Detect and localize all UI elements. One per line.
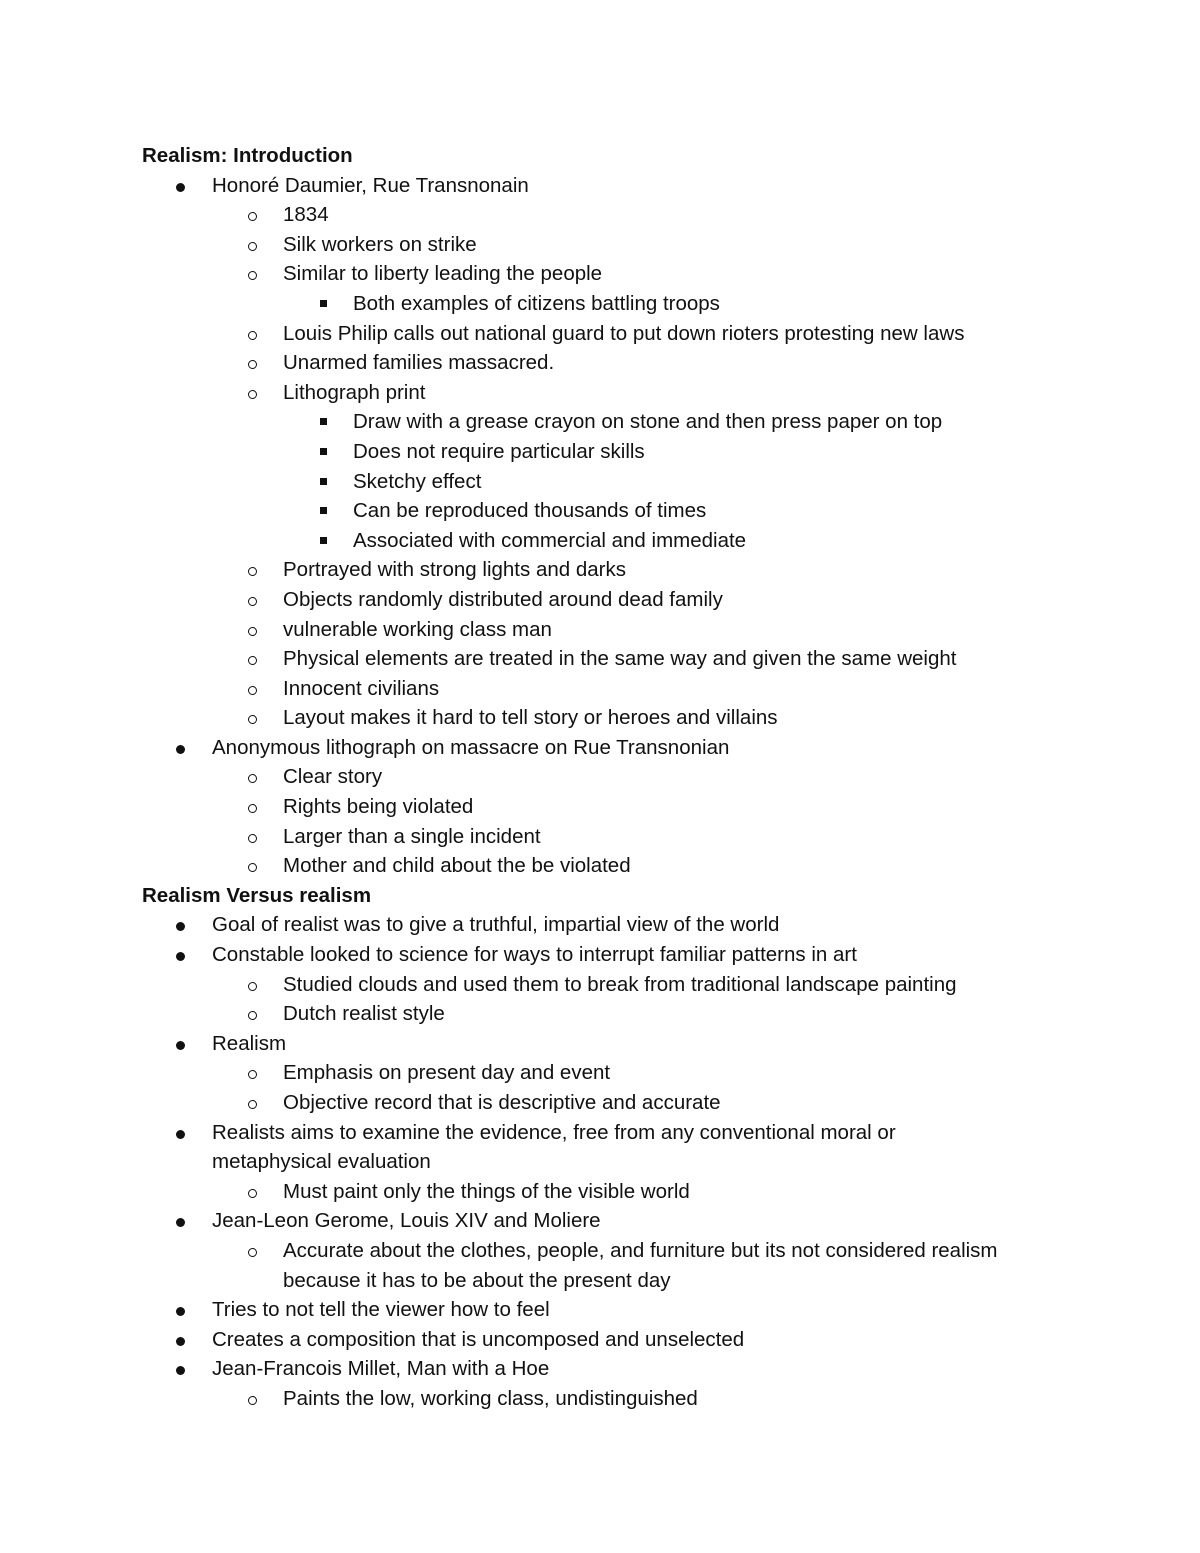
item-text: Can be reproduced thousands of times bbox=[353, 499, 707, 523]
list-item bbox=[0, 555, 1200, 585]
list-item bbox=[0, 1325, 1200, 1355]
item-text: Emphasis on present day and event bbox=[283, 1061, 611, 1085]
list-item bbox=[0, 407, 1200, 437]
item-text: Silk workers on strike bbox=[283, 232, 477, 256]
bullet-disc-icon bbox=[176, 1337, 185, 1346]
item-text: Similar to liberty leading the people bbox=[283, 262, 603, 286]
item-text: Rights being violated bbox=[283, 795, 474, 819]
list-item bbox=[0, 1177, 1200, 1207]
bullet-square-icon bbox=[320, 537, 327, 544]
list-item bbox=[0, 851, 1200, 881]
list-item bbox=[0, 910, 1200, 940]
bullet-circle-icon bbox=[248, 271, 257, 280]
list-item bbox=[0, 1206, 1200, 1236]
bullet-circle-icon bbox=[248, 1396, 257, 1405]
item-text: vulnerable working class man bbox=[283, 617, 552, 641]
item-text: Realism bbox=[212, 1031, 287, 1055]
list-item bbox=[0, 437, 1200, 467]
bullet-circle-icon bbox=[248, 390, 257, 399]
bullet-circle-icon bbox=[248, 1070, 257, 1079]
list-item bbox=[0, 526, 1200, 556]
item-text: Associated with commercial and immediate bbox=[353, 528, 747, 552]
bullet-disc-icon bbox=[176, 922, 185, 931]
list-item bbox=[0, 644, 1200, 674]
item-text: Dutch realist style bbox=[283, 1002, 445, 1026]
list-item bbox=[0, 999, 1200, 1029]
item-text: Objects randomly distributed around dead family bbox=[283, 587, 723, 611]
item-text: Portrayed with strong lights and darks bbox=[283, 558, 626, 582]
list-item bbox=[0, 1236, 1200, 1266]
list-item bbox=[0, 585, 1200, 615]
item-text: Layout makes it hard to tell story or heroes and villains bbox=[283, 706, 778, 730]
item-text: Innocent civilians bbox=[283, 676, 440, 700]
item-text: Louis Philip calls out national guard to put down rioters protesting new laws bbox=[283, 321, 965, 345]
bullet-circle-icon bbox=[248, 686, 257, 695]
item-text: because it has to be about the present day bbox=[283, 1268, 671, 1292]
bullet-disc-icon bbox=[176, 1130, 185, 1139]
bullet-circle-icon bbox=[248, 597, 257, 606]
bullet-square-icon bbox=[320, 448, 327, 455]
item-text: Lithograph print bbox=[283, 380, 426, 404]
heading-text: Realism: Introduction bbox=[142, 144, 353, 167]
bullet-circle-icon bbox=[248, 242, 257, 251]
list-item bbox=[0, 1029, 1200, 1059]
item-text: Jean-Leon Gerome, Louis XIV and Moliere bbox=[212, 1209, 601, 1233]
list-item bbox=[0, 230, 1200, 260]
list-item bbox=[0, 378, 1200, 408]
bullet-circle-icon bbox=[248, 331, 257, 340]
section-heading bbox=[0, 141, 1200, 171]
list-item bbox=[0, 1354, 1200, 1384]
item-text: Mother and child about the be violated bbox=[283, 854, 631, 878]
bullet-square-icon bbox=[320, 478, 327, 485]
item-text: Tries to not tell the viewer how to feel bbox=[212, 1298, 550, 1322]
bullet-disc-icon bbox=[176, 745, 185, 754]
bullet-circle-icon bbox=[248, 1100, 257, 1109]
bullet-circle-icon bbox=[248, 567, 257, 576]
list-item bbox=[0, 674, 1200, 704]
list-item bbox=[0, 1058, 1200, 1088]
list-item bbox=[0, 200, 1200, 230]
bullet-disc-icon bbox=[176, 1041, 185, 1050]
bullet-disc-icon bbox=[176, 1218, 185, 1227]
bullet-circle-icon bbox=[248, 774, 257, 783]
item-text: Realists aims to examine the evidence, free from any conventional moral or bbox=[212, 1120, 896, 1144]
list-item bbox=[0, 615, 1200, 645]
item-text: Must paint only the things of the visible world bbox=[283, 1179, 690, 1203]
list-item bbox=[0, 1295, 1200, 1325]
bullet-disc-icon bbox=[176, 183, 185, 192]
list-item bbox=[0, 289, 1200, 319]
section-heading bbox=[0, 881, 1200, 911]
list-item bbox=[0, 348, 1200, 378]
list-item bbox=[0, 733, 1200, 763]
list-item bbox=[0, 1088, 1200, 1118]
item-text: Larger than a single incident bbox=[283, 824, 541, 848]
item-text: Objective record that is descriptive and accurate bbox=[283, 1091, 721, 1114]
bullet-circle-icon bbox=[248, 1189, 257, 1198]
item-text: Constable looked to science for ways to interrupt familiar patterns in art bbox=[212, 943, 857, 967]
list-item bbox=[0, 970, 1200, 1000]
bullet-disc-icon bbox=[176, 1366, 185, 1375]
list-item bbox=[0, 1147, 1200, 1177]
bullet-circle-icon bbox=[248, 863, 257, 872]
bullet-square-icon bbox=[320, 418, 327, 425]
list-item bbox=[0, 822, 1200, 852]
bullet-circle-icon bbox=[248, 1248, 257, 1257]
list-item bbox=[0, 1384, 1200, 1414]
bullet-disc-icon bbox=[176, 952, 185, 961]
list-item bbox=[0, 762, 1200, 792]
item-text: Creates a composition that is uncomposed and unselected bbox=[212, 1327, 745, 1351]
item-text: Unarmed families massacred. bbox=[283, 351, 555, 375]
item-text: Studied clouds and used them to break from traditional landscape painting bbox=[283, 972, 957, 996]
list-item bbox=[0, 1266, 1200, 1296]
item-text: metaphysical evaluation bbox=[212, 1150, 431, 1174]
item-text: Anonymous lithograph on massacre on Rue Transnonian bbox=[212, 735, 730, 759]
bullet-circle-icon bbox=[248, 656, 257, 665]
list-item bbox=[0, 703, 1200, 733]
list-item bbox=[0, 792, 1200, 822]
bullet-circle-icon bbox=[248, 804, 257, 813]
item-text: Jean-Francois Millet, Man with a Hoe bbox=[212, 1357, 550, 1381]
list-item bbox=[0, 171, 1200, 201]
document-body bbox=[0, 141, 1200, 1414]
bullet-square-icon bbox=[320, 507, 327, 514]
item-text: Goal of realist was to give a truthful, impartial view of the world bbox=[212, 913, 780, 937]
bullet-circle-icon bbox=[248, 982, 257, 991]
heading-text: Realism Versus realism bbox=[142, 883, 372, 907]
item-text: Both examples of citizens battling troops bbox=[353, 291, 720, 315]
item-text: Paints the low, working class, undistinguished bbox=[283, 1386, 698, 1410]
item-text: Physical elements are treated in the same way and given the same weight bbox=[283, 647, 957, 671]
list-item bbox=[0, 496, 1200, 526]
item-text: 1834 bbox=[283, 203, 329, 227]
bullet-circle-icon bbox=[248, 360, 257, 369]
item-text: Draw with a grease crayon on stone and then press paper on top bbox=[353, 410, 943, 434]
bullet-circle-icon bbox=[248, 715, 257, 724]
bullet-disc-icon bbox=[176, 1307, 185, 1316]
list-item bbox=[0, 467, 1200, 497]
list-item bbox=[0, 1118, 1200, 1148]
list-item bbox=[0, 319, 1200, 349]
list-item bbox=[0, 940, 1200, 970]
bullet-square-icon bbox=[320, 300, 327, 307]
item-text: Does not require particular skills bbox=[353, 439, 645, 463]
bullet-circle-icon bbox=[248, 1011, 257, 1020]
item-text: Honoré Daumier, Rue Transnonain bbox=[212, 173, 529, 197]
list-item bbox=[0, 259, 1200, 289]
bullet-circle-icon bbox=[248, 212, 257, 221]
bullet-circle-icon bbox=[248, 834, 257, 843]
item-text: Clear story bbox=[283, 765, 383, 789]
item-text: Accurate about the clothes, people, and furniture but its not considered realism bbox=[283, 1238, 998, 1262]
item-text: Sketchy effect bbox=[353, 469, 482, 493]
bullet-circle-icon bbox=[248, 627, 257, 636]
